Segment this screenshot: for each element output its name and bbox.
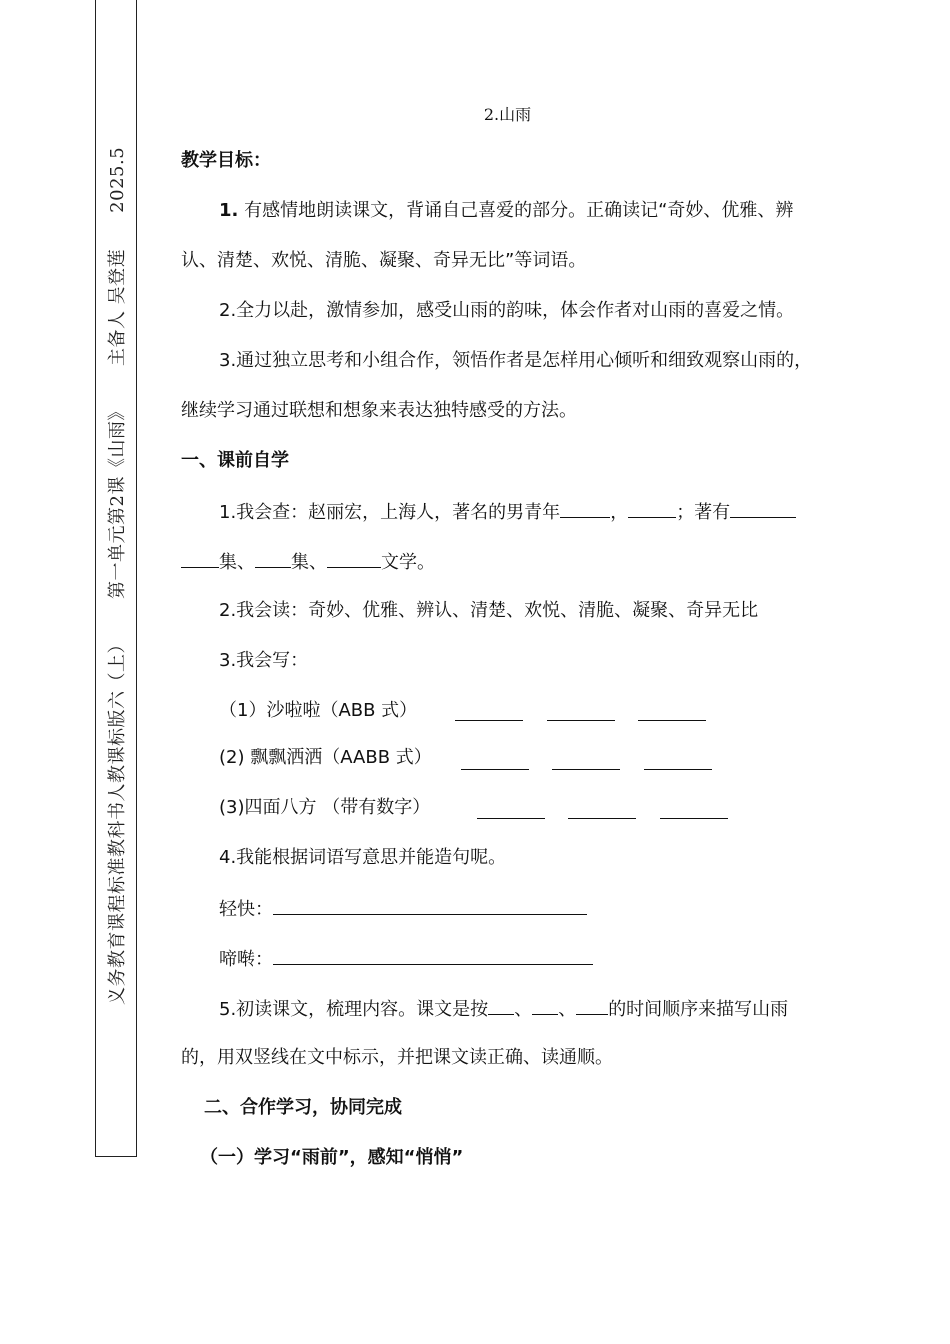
objective-1-number: 1. (219, 200, 239, 221)
section-2-subheading-1: （一）学习“雨前”，感知“悄悄” (200, 1147, 464, 1168)
question-5-line-1 (219, 996, 788, 1022)
answer-blank[interactable] (552, 751, 620, 770)
question-4-word-2 (219, 946, 593, 972)
side-header-text (103, 111, 129, 1005)
answer-blank[interactable] (568, 800, 636, 819)
question-5-separator: 、 (514, 999, 533, 1020)
lesson-date: 2025.5 (107, 146, 128, 213)
answer-line[interactable] (273, 946, 593, 965)
question-1-text: 文学。 (381, 552, 435, 573)
question-1-line-2 (181, 549, 435, 575)
section-2-heading: 二、合作学习，协同完成 (204, 1097, 402, 1118)
answer-blank[interactable] (644, 751, 712, 770)
question-1-prefix: 1.我会查：赵丽宏，上海人，著名的男青年 (219, 502, 561, 523)
answer-blank[interactable] (576, 996, 608, 1015)
question-4: 4.我能根据词语写意思并能造句呢。 (219, 847, 507, 868)
answer-blank[interactable] (461, 751, 529, 770)
question-4-word-1 (219, 896, 587, 922)
word-label: 啼啭： (219, 949, 273, 970)
question-3-item-2: (2) 飘飘洒洒（AABB 式） (219, 747, 432, 768)
question-5-separator: 、 (558, 999, 577, 1020)
textbook-series: 义务教育课程标准教科书人教课标版六（上） (107, 635, 128, 1005)
question-3: 3.我会写： (219, 650, 309, 671)
answer-line[interactable] (273, 896, 587, 915)
objective-1-line-2: 认、清楚、欢悦、清脆、凝聚、奇异无比”等词语。 (181, 250, 587, 271)
side-margin-box (95, 0, 137, 1157)
answer-blank[interactable] (532, 996, 558, 1015)
answer-blank[interactable] (628, 499, 676, 518)
answer-blank[interactable] (455, 702, 523, 721)
objectives-heading: 教学目标： (181, 150, 271, 171)
section-1-heading: 一、课前自学 (181, 450, 289, 471)
question-5-suffix: 的时间顺序来描写山雨 (608, 999, 789, 1020)
question-1-separator: ；著有 (676, 502, 731, 523)
word-label: 轻快： (219, 899, 273, 920)
page-title: 2.山雨 (483, 105, 532, 124)
objective-2: 2.全力以赴，激情参加，感受山雨的韵味，体会作者对山雨的喜爱之情。 (219, 300, 795, 321)
objective-1-text: 有感情地朗读课文，背诵自己喜爱的部分。正确读记“奇妙、优雅、辨 (238, 200, 794, 221)
question-5-prefix: 5.初读课文，梳理内容。课文是按 (219, 999, 489, 1020)
answer-blank[interactable] (638, 702, 706, 721)
answer-blank[interactable] (730, 499, 796, 518)
answer-blank[interactable] (660, 800, 728, 819)
question-2: 2.我会读：奇妙、优雅、辨认、清楚、欢悦、清脆、凝聚、奇异无比 (219, 600, 759, 621)
lesson-author: 主备人 吴登莲 (107, 248, 128, 367)
question-3-item-1: （1）沙啦啦（ABB 式） (219, 700, 418, 721)
answer-blank[interactable] (181, 549, 219, 568)
question-3-item-3: (3)四面八方 （带有数字） (219, 797, 431, 818)
answer-blank[interactable] (560, 499, 610, 518)
answer-blank[interactable] (255, 549, 291, 568)
objective-3-line-1: 3.通过独立思考和小组合作，领悟作者是怎样用心倾听和细致观察山雨的， (219, 350, 813, 371)
lesson-name: 第一单元第2课《山雨》 (107, 402, 128, 599)
question-1-text: 集、 (291, 552, 327, 573)
answer-blank[interactable] (477, 800, 545, 819)
question-5-line-2: 的，用双竖线在文中标示，并把课文读正确、读通顺。 (181, 1047, 613, 1068)
question-1-line-1 (219, 499, 796, 525)
answer-blank[interactable] (547, 702, 615, 721)
answer-blank[interactable] (327, 549, 381, 568)
objective-3-line-2: 继续学习通过联想和想象来表达独特感受的方法。 (181, 400, 577, 421)
question-1-separator: ， (610, 502, 629, 523)
question-1-text: 集、 (219, 552, 255, 573)
objective-1-line-1 (219, 199, 793, 223)
answer-blank[interactable] (488, 996, 514, 1015)
